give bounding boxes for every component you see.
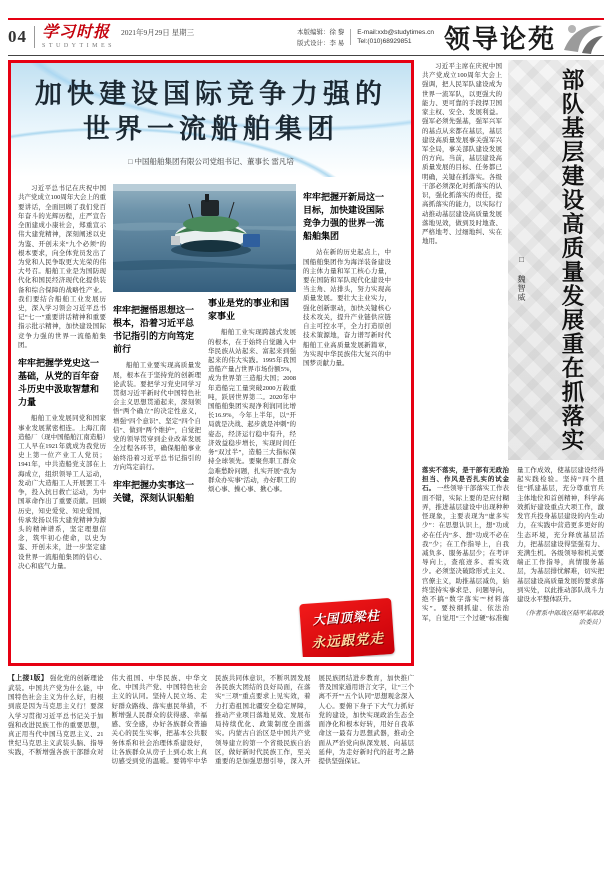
subheading-2: 牢牢把握悟思想这一根本，沿着习近平总书记指引的方向笃定前行: [113, 305, 195, 355]
continued-section: [8, 674, 414, 870]
editor-names: [297, 27, 344, 47]
email-line: E-mail:xxb@studytimes.cn: [357, 29, 434, 36]
article-intro: 习近平总书记在庆祝中国共产党成立100周年大会上的重要讲话，全面回顾了我们党百年奋斗的光辉历程，庄严宣告全面建成小康社会，郑重宣示伟大建党精神，深刻阐述以史为鉴、开创未来“九个必须”的根本要求，向全体党员发出了为党和人民争取更大光荣的伟大号召。船舶工业是为国防现代化和国民经济现代化提供装备和综合保障的战略性产业。我们要结合船舶工业发展历史，深入学习领会习近平总书记“七一”重要讲话精神和重要指示批示精神，加快建设国际竞争力强的世界一流船舶集团。: [18, 185, 106, 349]
continued-body: 强化党的创新理论武装。中国共产党为什么能，中国特色社会主义为什么好，归根到底是因为马克思主义行！要深入学习贯彻习近平总书记关于加强和改进民族工作的重要思想，真正用当代中国马克思主义、21世纪马克思主义武装头脑、指导实践，不断增强各族干部群众对伟大祖国、中华民族、中华文化、中国共产党、中国特色社会主义的认同。坚持人民立场、走好群众路线、落实惠民举措，不断增强人民群众的获得感、幸福感、安全感，办好各族群众普遍关心的民生实事，把基本公共服务体系和社会治理体系建设好，让各族群众从房子上到心坎上真切感受到党的温暖。要铸牢中华民族共同体意识，不断巩固发展各民族大团结的良好局面，在落实“三项”重点要求上见实效，着力打造祖国北疆安全稳定屏障，推动产业项目落地见效、发展布局持续优化、政策制度全面落实。内蒙古自治区是中国共产党领导建立的第一个省级民族自治区，做好新时代民族工作，至关重要的是加强思想引导，深入开展民族团结进步教育，加快推广普及国家通用语言文字，让“三个离不开”“五个认同”思想观念深入人心。要俯下身子下大气力抓好党的建设，加快实现政治生态全面净化和根本好转，用好自我革命这一最有力思想武器，推动全面从严治党向纵深发展、向基层延伸，为走好新时代的赶考之路提供坚强保证。: [8, 675, 414, 765]
slogan-badge: [299, 598, 395, 657]
right-body-lead: 落实不落实，是干部有无政治担当、作风是否扎实的试金石。: [422, 467, 509, 493]
right-article-top: [422, 60, 604, 460]
article-column-1: [18, 184, 106, 657]
section-logo-icon: [558, 20, 604, 54]
right-lead-text: 习近平主席在庆祝中国共产党成立100周年大会上强调，把人民军队建设成为世界一流军队，以更强大的能力、更可靠的手段捍卫国家主权、安全、发展利益。强军必须先强基，强军兴军的基点从来都在基层，基层建设高质量发展事关强军兴军全局，事关部队建设发展的方向。当前，基层建设高质量发展的目标、任务都已明确，关键在抓落实。各级干部必须深化对抓落实的认识，强化抓落实的责任，提高抓落实的能力，以实际行动推动基层建设高质量发展落地见效，做到及时地查、严格地考、过细地纠、实在地用。: [422, 63, 502, 246]
article-column-4: [303, 184, 391, 657]
masthead: [42, 25, 115, 49]
badge-line1: 大国顶梁柱: [312, 608, 381, 628]
headline-block: [11, 63, 411, 177]
section-3-body: 船舶工业实现跨越式发展的根本，在于始终自觉融入中华民族从站起来、富起来到强起来的伟大实践。1995年我国造船产量占世界市场份额5%，成为世界第三造船大国；2008年造船完工量突破2000万载重吨，跃居世界第二。2020年中国船舶集团实现净利润同比增长16.9%，今年上半年，以“开局就是决战、起步就是冲刺”的姿态，经济运行稳中有升，经济效益稳步增长，实现时间任务“双过半”，造船三大指标保持全球领先。要聚焦职工群众急难愁盼问题，扎实开展“我为群众办实事”活动，办好职工的烦心事、操心事、揪心事。: [208, 329, 296, 493]
masthead-title: 学习时报: [42, 24, 111, 41]
subheading-4: 牢牢把握开新局这一目标，加快建设国际竞争力强的世界一流船舶集团: [303, 192, 385, 242]
article-columns: [18, 184, 404, 657]
main-headline-line2: 世界一流船舶集团: [83, 114, 339, 145]
editor-line: 本版编辑：徐 黎: [296, 29, 345, 36]
subheading-1: 牢牢把握学党史这一基础，从党的百年奋斗历史中汲取智慧和力量: [18, 358, 100, 408]
badge-line2: 永远跟党走: [311, 630, 385, 651]
editor-info: [297, 27, 434, 47]
page-header: [8, 20, 604, 56]
issue-date: 2021年9月29日 星期三: [121, 27, 195, 37]
main-article-box: [8, 60, 414, 666]
section-title: 领导论苑: [443, 23, 556, 54]
header-divider: [350, 29, 351, 45]
middle-text-columns: [113, 297, 296, 657]
subheading-3: 牢牢把握办实事这一关键，深刻认识船舶事业是党的事业和国家事业: [113, 298, 290, 504]
right-article-author: □ 魏智威: [517, 255, 526, 302]
byline-text: 中国船舶集团有限公司党组书记、董事长 雷凡培: [134, 157, 294, 167]
section-4-body: 站在新的历史起点上，中国船舶集团作为海洋装备建设的主体力量和军工核心力量，要在国防和军队现代化建设中当主角、站排头，努力实现高质量发展。要壮大主业实力，强化创新驱动，加快关键核心技术攻关，提升产业链供应链自主可控水平，全力打造原创技术策源地，奋力谱写新时代船舶工业高质量发展新篇章，为实现中华民族伟大复兴的中国梦贡献力量。: [303, 249, 391, 367]
page-number: 04: [8, 27, 27, 46]
vertical-title: 部队基层建设高质量发展重在抓落实: [559, 68, 584, 452]
byline-square: □: [128, 157, 133, 167]
newspaper-page: [0, 18, 612, 893]
section-2-body: 船舶工业要实现高质量发展，根本在于坚持党的创新理论武装。要把学习党史同学习贯彻习近平新时代中国特色社会主义思想贯通起来，深刻领悟“两个确立”的决定性意义，增强“四个意识”、坚定“四个自信”、做到“两个维护”，自觉把党的领导贯穿到企业改革发展全过程各环节，确保船舶事业始终沿着习近平总书记指引的方向笃定前行。: [113, 362, 201, 471]
page-content: [8, 60, 604, 870]
right-article-lead-column: [422, 60, 502, 460]
main-headline-line1: 加快建设国际竞争力强的: [35, 79, 387, 109]
right-body-text: 一些领导干部落实工作表面不错，实际上要的是应付糊弄，推进基层建设中出现种种怪现象，主要表现为“虚多实少”：在思想认识上，想“功成必在任内”多、想“功成不必在我”少；在工作指导上，自我减负多、服务基层少；在考评导向上，查痕迹多、看实效少。必须坚决破除形式主义、官僚主义，助推基层减负，始终坚持实事求是、问题导向，绝不搞“数字落实”“材料落实”。要按纲抓建、依法治军，自觉用“三个过硬”标准衡量工作成效，使基层建设经得起实践检验。坚持“四个扭住”抓建基层，充分尊重官兵主体地位和首创精神，科学高效抓好建设重点大项工作，激发官兵投身基层建设的内生动力，在实践中营造更多更好的生态环境，充分释放基层活力，把基层建设得坚强有力、充满生机。各级领导和机关要端正工作指导，真情服务基层，为基层排忧解难，切实把基层建设高质量发展的要求落到实处，以此推动部队战斗力建设水平整体跃升。: [422, 467, 604, 622]
article-middle: [113, 184, 296, 657]
continued-marker: 【上接1版】: [8, 674, 48, 682]
masthead-english: STUDYTIMES: [42, 43, 116, 49]
right-article-body: [422, 466, 604, 866]
submersible-photo: [113, 184, 296, 292]
header-divider: [34, 26, 35, 48]
tel-line: Tel:(010)68929851: [357, 38, 412, 45]
right-article: [422, 60, 604, 870]
contact-info: [357, 29, 434, 45]
byline: [21, 156, 401, 171]
right-title-block: [508, 60, 604, 460]
left-zone: [8, 60, 414, 870]
author-attribution: （作者系中部战区陆军某部政治委员）: [522, 610, 604, 627]
designer-line: 版式设计：李 易: [296, 40, 345, 47]
section-1-body: 船舶工业发展同党和国家事业发展紧密相连。上海江南造船厂（现中国船舶江南造船）工人早在1921年就成为我党历史上第一位产业工人党员；1941年，中共造船党支部在上海成立，组织领导工人运动，发动广大造船工人开展罢工斗争，投入抗日救亡运动，为中国革命作出了重要贡献。回顾历史，知史爱党、知史爱国，传承发扬以伟大建党精神为源头的精神谱系，坚定理想信念，筑牢初心使命，以史为鉴、开创未来，进一步坚定建设世界一流船舶集团的信心、决心和底气力量。: [18, 415, 106, 570]
